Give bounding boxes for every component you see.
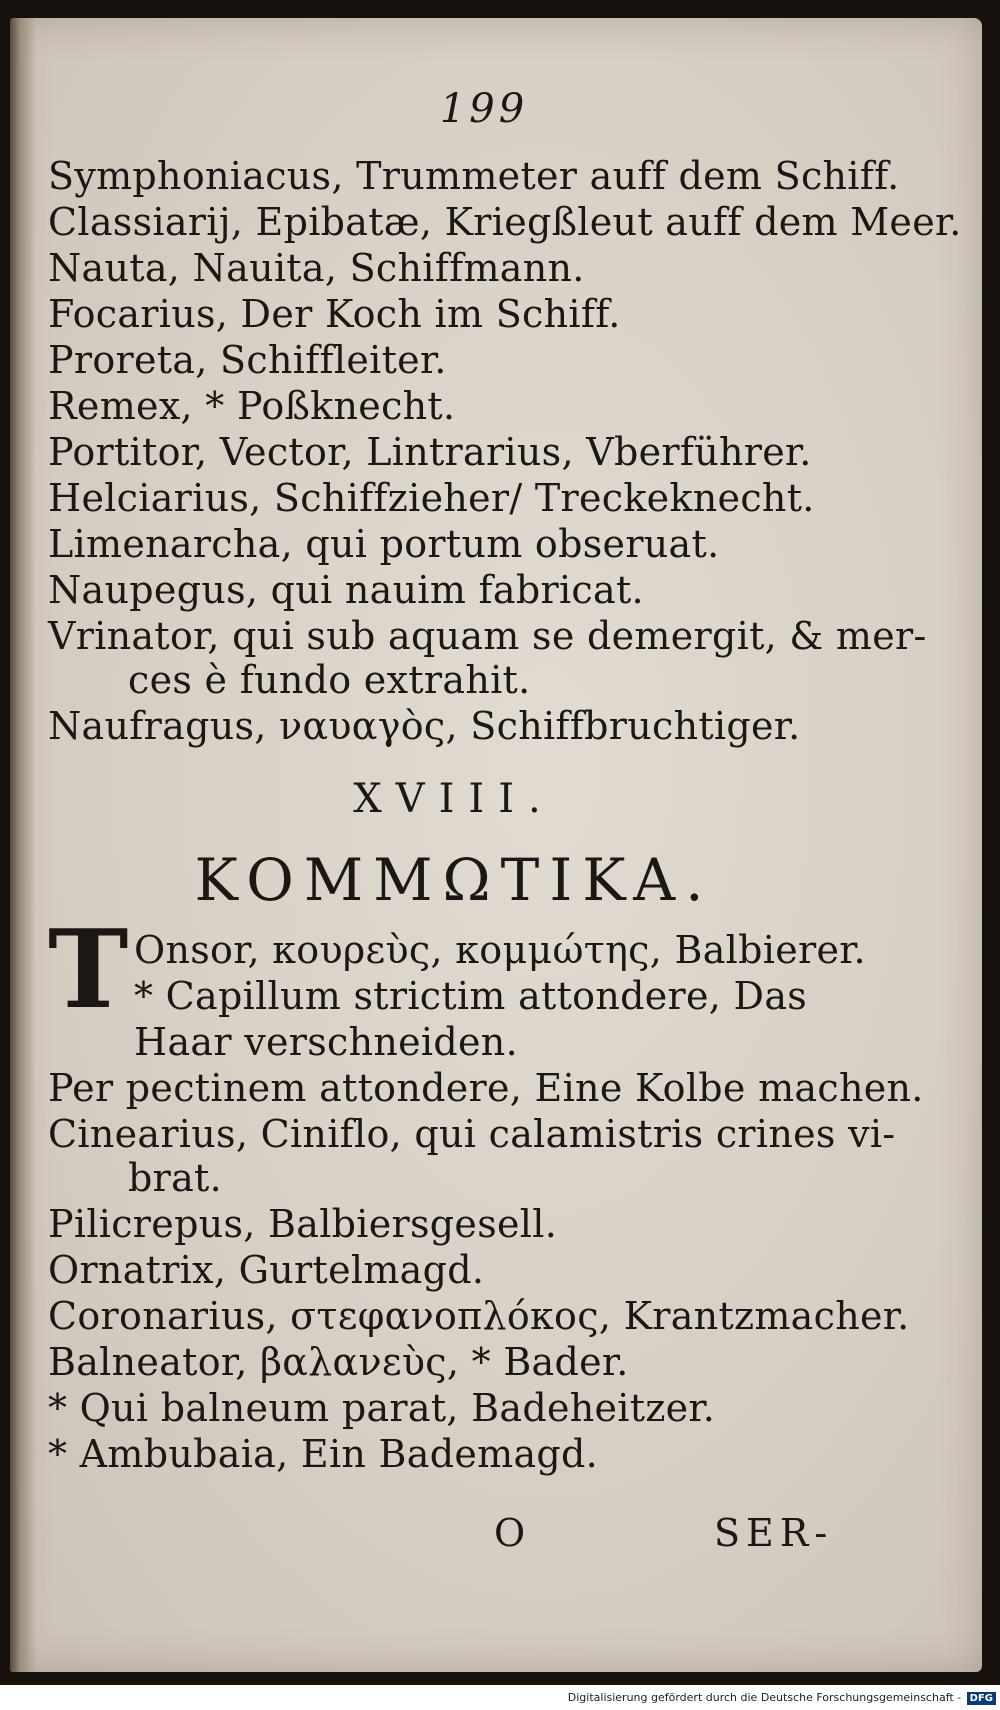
digitization-credit: [0, 1685, 1000, 1710]
page-gutter: [10, 18, 36, 1672]
text-line: Cinearius, Ciniflo, qui calamistris crines vi-: [48, 1112, 896, 1156]
text-line: * Ambubaia, Ein Bademagd.: [48, 1432, 599, 1476]
text-line: Focarius, Der Koch im Schiff.: [48, 292, 621, 336]
text-line: Pilicrepus, Balbiersgesell.: [48, 1202, 558, 1246]
section-number: XVIII.: [353, 776, 555, 822]
dfg-logo: DFG: [967, 1692, 996, 1705]
page-content: [34, 18, 962, 1672]
book-page: [10, 18, 982, 1672]
text-line: * Capillum strictim attondere, Das: [134, 974, 808, 1018]
text-line: Nauta, Nauita, Schiffmann.: [48, 246, 585, 290]
text-line: Naufragus, ναυαγὸς, Schiffbruchtiger.: [48, 704, 801, 748]
text-line: Ornatrix, Gurtelmagd.: [48, 1248, 485, 1292]
text-line: Classiarij, Epibatæ, Kriegßleut auff dem Meer.: [48, 200, 962, 244]
text-line: Portitor, Vector, Lintrarius, Vberführer.: [48, 430, 812, 474]
text-line: Naupegus, qui nauim fabricat.: [48, 568, 644, 612]
text-line: Vrinator, qui sub aquam se demergit, & mer-: [48, 614, 927, 658]
text-line: brat.: [128, 1156, 222, 1200]
signature-mark: O: [494, 1511, 526, 1555]
text-line: Onsor, κουρεὺς, κομμώτης, Balbierer.: [134, 928, 866, 972]
text-line: Per pectinem attondere, Eine Kolbe machen.: [48, 1066, 924, 1110]
text-line: Coronarius, στεφανοπλόκος, Krantzmacher.: [48, 1294, 910, 1338]
footer-text: Digitalisierung gefördert durch die Deutsche Forschungsgemeinschaft -: [567, 1691, 962, 1704]
text-line: Balneator, βαλανεὺς, * Bader.: [48, 1340, 629, 1384]
text-line: Limenarcha, qui portum obseruat.: [48, 522, 720, 566]
drop-cap: T: [48, 907, 129, 1033]
text-line: Remex, * Poßknecht.: [48, 384, 456, 428]
text-line: Symphoniacus, Trummeter auff dem Schiff.: [48, 154, 900, 198]
page-number: 199: [439, 86, 529, 132]
text-line: Proreta, Schiffleiter.: [48, 338, 447, 382]
text-line: Haar verschneiden.: [134, 1020, 518, 1064]
section-title: KOMMΩTIKA.: [194, 846, 714, 914]
text-line: ces è fundo extrahit.: [128, 658, 531, 702]
text-line: * Qui balneum parat, Badeheitzer.: [48, 1386, 716, 1430]
text-line: Helciarius, Schiffzieher/ Treckeknecht.: [48, 476, 815, 520]
catchword: SER-: [714, 1511, 834, 1555]
